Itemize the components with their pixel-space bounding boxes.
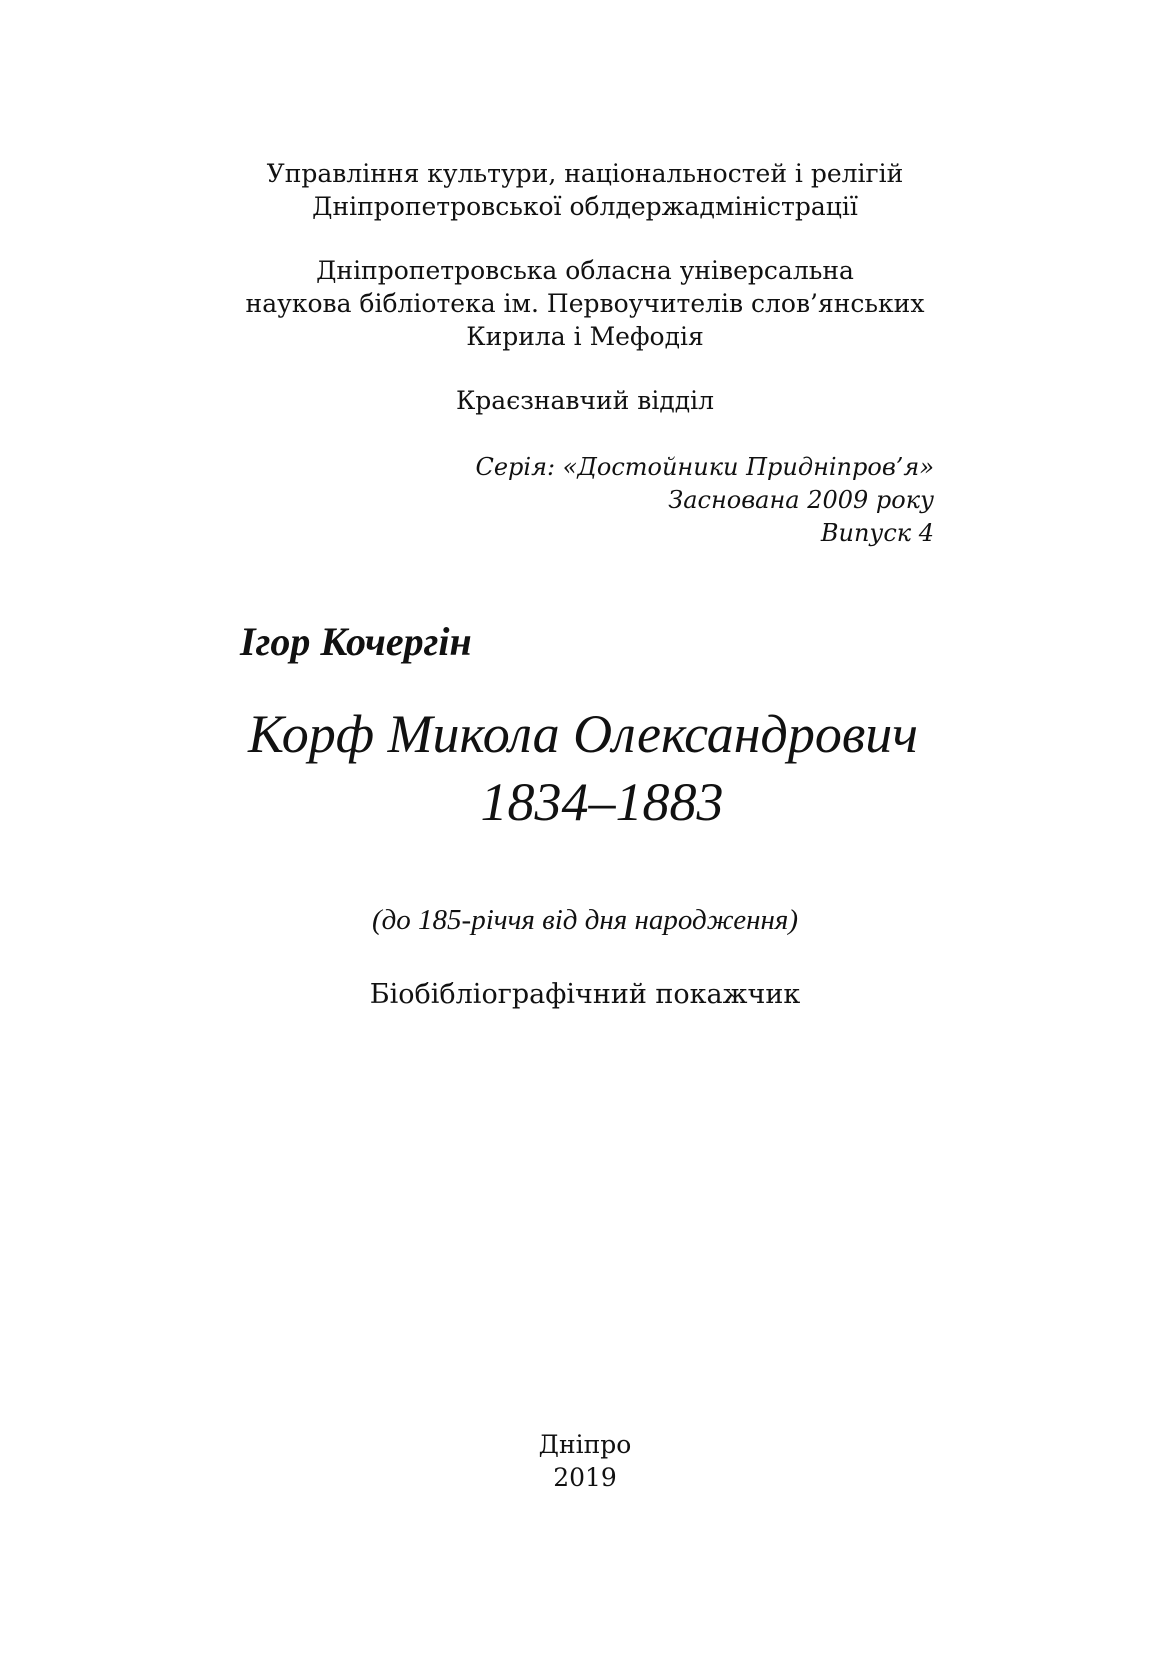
series-name: Серія: «Достойники Придніпров’я» (475, 453, 934, 481)
title-years: 1834–1883 (480, 772, 724, 832)
series-founded: Заснована 2009 року (668, 486, 934, 514)
document-type-block (0, 978, 1170, 1011)
author-name: Ігор Кочергін (240, 619, 472, 664)
org-line-1: Управління культури, національностей і релігій (266, 159, 904, 188)
title-name: Корф Микола Олександрович (247, 704, 919, 764)
document-type: Біобібліографічний покажчик (369, 979, 801, 1010)
book-title (0, 700, 1170, 836)
department-name: Краєзнавчий відділ (455, 386, 715, 415)
library-line-1: Дніпропетровська обласна універсальна (316, 256, 854, 285)
department-block (0, 384, 1170, 417)
library-line-3: Кирила і Мефодія (466, 322, 704, 351)
imprint (0, 1428, 1170, 1494)
series-info (400, 451, 934, 550)
org-line-2: Дніпропетровської облдержадміністрації (312, 192, 858, 221)
organization-header (0, 157, 1170, 223)
library-name-block (0, 254, 1170, 353)
imprint-city: Дніпро (538, 1430, 632, 1459)
series-issue: Випуск 4 (820, 519, 934, 547)
imprint-year: 2019 (553, 1463, 617, 1492)
library-line-2: наукова бібліотека ім. Первоучителів слов’янських (245, 289, 925, 318)
anniversary-subtitle: (до 185-річчя від дня народження) (371, 904, 799, 936)
